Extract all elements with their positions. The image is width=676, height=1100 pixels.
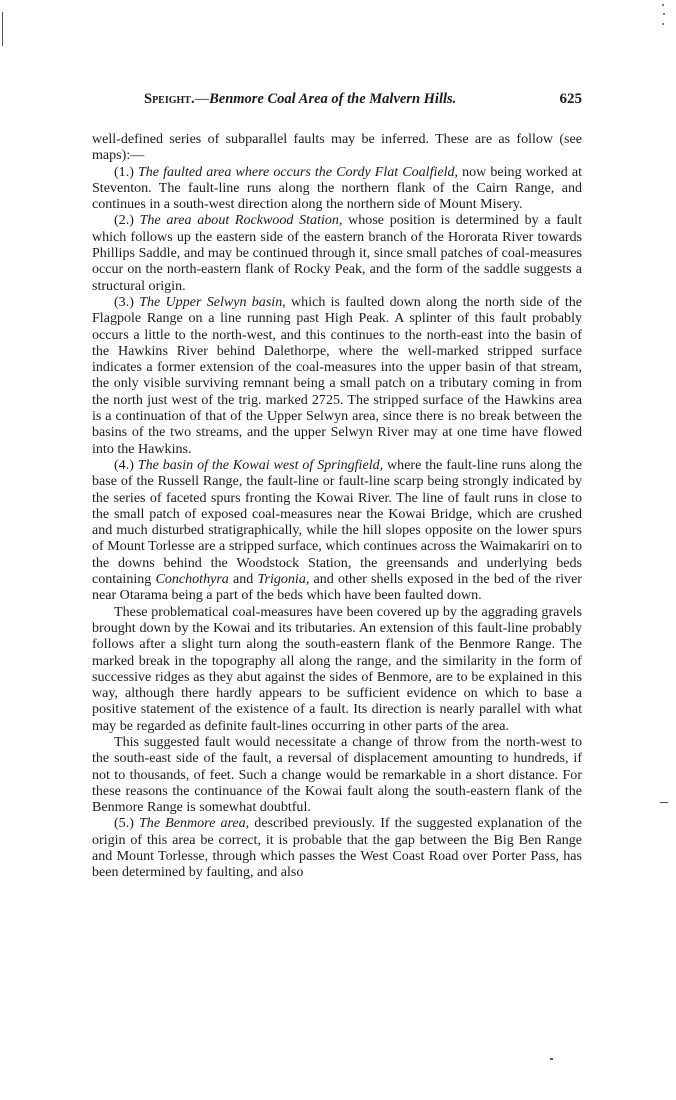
- paragraph-item-4: [92, 457, 582, 604]
- paragraph-item-1: [92, 164, 582, 213]
- header-author: Speight.: [144, 91, 195, 107]
- item-number: (2.): [114, 212, 140, 229]
- item-title: The Benmore area,: [139, 815, 250, 832]
- paragraph-text: This suggested fault would necessitate a change of throw from the north-west to the south-east side of the fault, a reversal of displacement amounting to hundreds, if not to thousands, of feet. Such a change would be remarkable in a short distance. For these reasons the continuance of the Kowai fault along the south-eastern flank of the Benmore Range is somewhat doubtful.: [92, 733, 582, 816]
- scan-mark-right-3: [662, 23, 664, 25]
- scan-mark-left: [2, 12, 3, 46]
- scan-mark-right-1: [662, 4, 664, 6]
- paragraph-text: and other shells exposed in the bed of the river near Otarama being a part of the beds which have been faulted down.: [92, 571, 582, 604]
- paragraph-text: whose position is determined by a fault which follows up the eastern side of the eastern branch of the Hororata River towards Phillips Saddle, and may be continued through it, since small patches of coal-measures occur on the north-eastern flank of Rocky Peak, and the form of the saddle suggests a structural origin.: [92, 212, 582, 294]
- paragraph-text: now being worked at Steventon. The fault-line runs along the northern flank of the Cairn Range, and continues in a south-west direction along the northern side of Mount Misery.: [92, 163, 583, 213]
- paragraph-item-5: [92, 815, 582, 880]
- scan-mark-right-2: [663, 13, 665, 15]
- item-title: The faulted area where occurs the Cordy Flat Coalfield,: [137, 163, 459, 180]
- item-number: (1.): [114, 163, 138, 180]
- item-number: (5.): [114, 815, 139, 832]
- paragraph-continuation: [92, 131, 582, 164]
- paragraph-text: which is faulted down along the north side of the Flagpole Range on a line running past High Peak. A splinter of this fault probably occurs a little to the north-west, and this continues to the north-east into the basin of the Hawkins River behind Dalethorpe, where the well-marked stripped surface indicates a former extension of the coal-measures into the upper basin of that stream, the only visible surviving remnant being a small patch on a tributary coming in from the north just west of the trig. marked 2725. The stripped surface of the Hawkins area is a continuation of that of the Upper Selwyn area, since there is no break between the basins of the two streams, and the upper Selwyn River may at one time have flowed into the Hawkins.: [92, 293, 582, 457]
- scan-mark-right-4: [660, 802, 668, 803]
- header-dash: —: [194, 91, 210, 107]
- header-title: Benmore Coal Area of the Malvern Hills.: [209, 91, 457, 107]
- paragraph: [92, 604, 582, 734]
- paragraph-text: and: [228, 571, 258, 588]
- paragraph-item-3: [92, 294, 582, 457]
- page-number: 625: [559, 91, 582, 107]
- paragraph-text: described previously. If the suggested explanation of the origin of this area be correct, it is probable that the gap between the Big Ben Range and Mount Torlesse, through which passes the West Coast Road over Porter Pass, has been determined by faulting, and also: [92, 815, 583, 881]
- item-number: (3.): [114, 293, 140, 310]
- paragraph-text: well-defined series of subparallel faults may be inferred. These are as follow (see maps):—: [92, 131, 582, 164]
- item-title: The area about Rockwood Station,: [139, 212, 343, 229]
- item-number: (4.): [114, 456, 138, 473]
- running-title: [144, 91, 456, 108]
- item-title: The Upper Selwyn basin,: [139, 293, 286, 310]
- paragraph-item-2: [92, 212, 582, 293]
- running-header: [92, 91, 582, 111]
- paragraph-text: where the fault-line runs along the base of the Russell Range, the fault-line or fault-line scarp being strongly indicated by the series of faceted spurs fronting the Kowai River. The line of fault runs in close to the small patch of exposed coal-measures near the Kowai Bridge, which are crushed and much disturbed stratigraphically, while the hill slopes opposite on the lower spurs of Mount Torlesse are a stripped surface, which continues across the Waimakariri on to the downs behind the Woodstock Station, the greensands and underlying beds containing: [92, 456, 582, 588]
- paragraph: [92, 734, 582, 815]
- genus-name: Conchothyra: [155, 571, 229, 588]
- body-text: [92, 131, 582, 881]
- item-title: The basin of the Kowai west of Springfield,: [137, 456, 384, 473]
- genus-name: Trigonia,: [257, 571, 310, 588]
- scan-mark-bottom: [550, 1058, 553, 1060]
- paragraph-text: These problematical coal-measures have been covered up by the aggrading gravels brought down by the Kowai and its tributaries. An extension of this fault-line probably follows after a slight turn along the south-eastern flank of the Benmore Range. The marked break in the topography all along the range, and the similarity in the form of successive ridges as they abut against the sides of Benmore, are to be explained in this way, although there hardly appears to be sufficient evidence on which to base a positive statement of the existence of a fault. Its direction is nearly parallel with what may be regarded as definite fault-lines occurring in other parts of the area.: [92, 603, 582, 734]
